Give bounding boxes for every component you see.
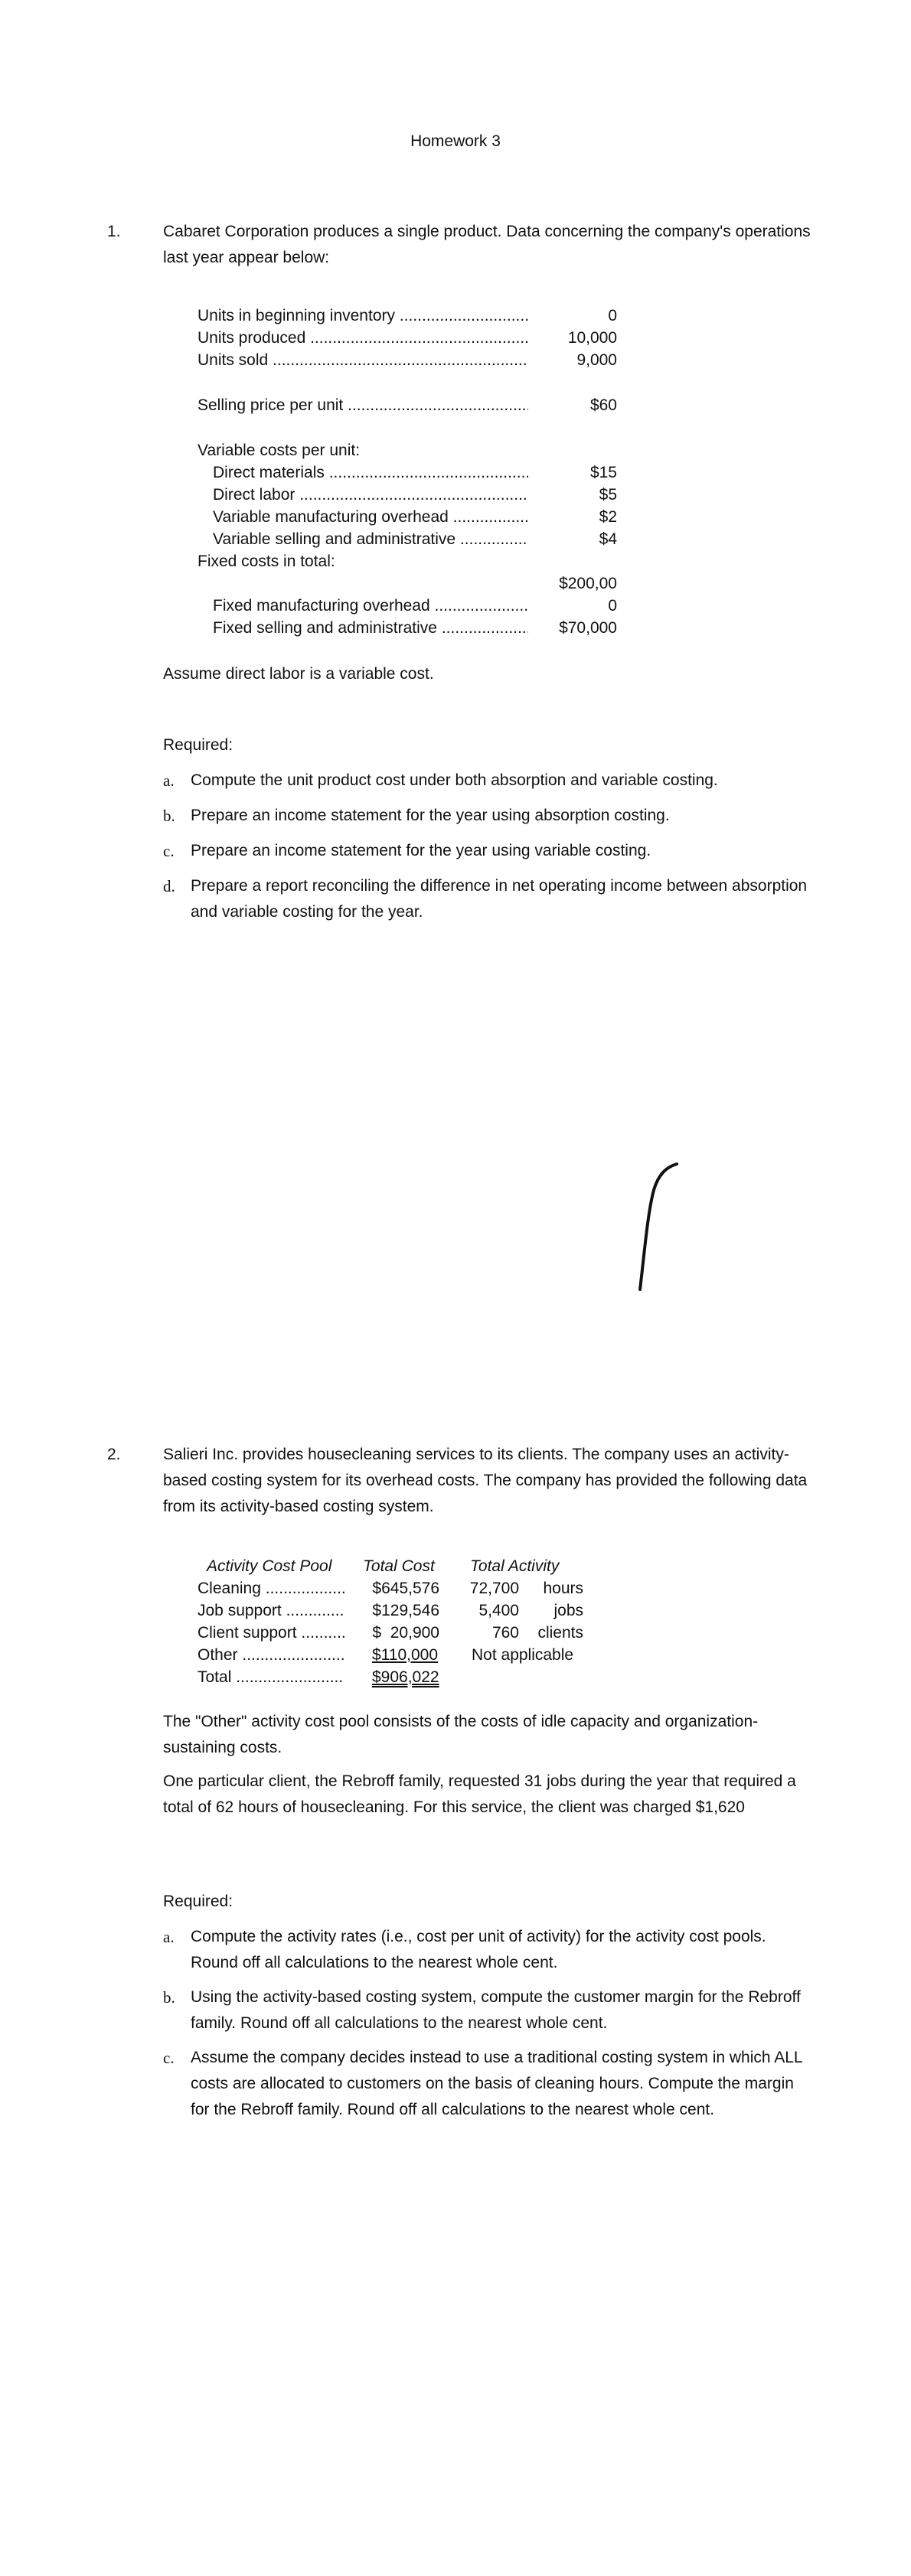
row-value: $200,00 xyxy=(559,575,617,592)
list-item-label: a. xyxy=(163,771,175,790)
cell-cost: $ 20,900 xyxy=(372,1624,439,1642)
page-title: Homework 3 xyxy=(410,132,501,150)
cell-cost xyxy=(372,1665,439,1691)
required-label: Required: xyxy=(163,1893,233,1910)
row-label: Units sold ..... xyxy=(198,347,528,373)
pen-stroke-mark xyxy=(628,1159,689,1297)
cell-activity: 5,400 xyxy=(478,1602,519,1619)
row-label: Fixed selling and administrative ..... xyxy=(213,615,528,641)
list-item-text: Prepare an income statement for the year using variable costing. xyxy=(191,842,651,859)
question-intro: Salieri Inc. provides housecleaning services to its clients. The company uses an activity-based costing system for its overhead costs. The company has provided the following data from its activity-based costing system. xyxy=(163,1446,808,1515)
cell-activity: 72,700 xyxy=(469,1580,519,1597)
list-item-label: b. xyxy=(163,807,175,825)
cell-unit: clients xyxy=(537,1624,583,1642)
cell-cost: $645,576 xyxy=(372,1580,439,1597)
cell-cost-value: $906,022 xyxy=(372,1668,439,1686)
row-value: 0 xyxy=(608,307,617,324)
row-value: $4 xyxy=(599,530,617,548)
cell-activity: Not applicable xyxy=(472,1646,574,1664)
row-value: 10,000 xyxy=(567,329,617,347)
cell-cost-value: $110,000 xyxy=(372,1646,439,1664)
other-pool-note: The "Other" activity cost pool consists of the costs of idle capacity and organization-sustaining costs. xyxy=(163,1713,759,1756)
cell-unit: hours xyxy=(543,1580,583,1597)
column-header-cost: Total Cost xyxy=(363,1557,435,1575)
row-value: $15 xyxy=(589,464,617,481)
row-label: Units produced ..... xyxy=(198,325,528,351)
required-label: Required: xyxy=(163,736,233,754)
cell-cost: $129,546 xyxy=(372,1602,439,1619)
question-number: 1. xyxy=(107,223,121,240)
cell-pool: Total ..... xyxy=(198,1665,344,1691)
list-item-text: Compute the activity rates (i.e., cost per unit of activity) for the activity cost pools. Round off all calculations to the nearest whole cent. xyxy=(191,1928,766,1971)
section-header: Variable costs per unit: xyxy=(198,442,361,459)
assumption-text: Assume direct labor is a variable cost. xyxy=(163,665,434,683)
list-item-label: a. xyxy=(163,1928,175,1946)
cell-pool: Cleaning ..... xyxy=(198,1576,344,1602)
cell-pool: Client support ..... xyxy=(198,1620,344,1646)
row-label: Fixed manufacturing overhead ..... xyxy=(213,593,528,619)
column-header-activity: Total Activity xyxy=(470,1557,560,1575)
question-number: 2. xyxy=(107,1446,121,1463)
list-item-text: Assume the company decides instead to use a traditional costing system in which ALL costs are allocated to customers on the basis of cleaning hours. Compute the margin for the Rebroff family. Round off all calculations to the nearest whole cent. xyxy=(191,2049,802,2118)
row-label: Variable manufacturing overhead ..... xyxy=(213,504,528,530)
list-item-text: Compute the unit product cost under both absorption and variable costing. xyxy=(191,771,718,789)
row-value: $60 xyxy=(589,396,617,414)
row-value: $5 xyxy=(599,486,617,504)
row-label: Selling price per unit ..... xyxy=(198,393,528,419)
row-value: 9,000 xyxy=(576,351,617,369)
list-item-label: b. xyxy=(163,1988,175,2007)
row-label: Direct labor ..... xyxy=(213,482,528,508)
list-item-label: d. xyxy=(163,877,175,895)
list-item-text: Prepare a report reconciling the difference in net operating income between absorption and variable costing for the year. xyxy=(191,877,808,921)
cell-pool: Job support ..... xyxy=(198,1598,344,1624)
cell-unit: jobs xyxy=(553,1602,583,1619)
cell-pool: Other ..... xyxy=(198,1642,344,1668)
list-item-text: Using the activity-based costing system, compute the customer margin for the Rebroff family. Round off all calculations to the nearest whole cent. xyxy=(191,1988,801,2032)
row-label: Direct materials ..... xyxy=(213,460,528,486)
section-header: Fixed costs in total: xyxy=(198,553,335,570)
client-note: One particular client, the Rebroff family, requested 31 jobs during the year that required a total of 62 hours of housecleaning. For this service, the client was charged $1,620 xyxy=(163,1772,796,1816)
cell-activity: 760 xyxy=(491,1624,519,1642)
list-item-label: c. xyxy=(163,2049,175,2067)
row-value: $70,000 xyxy=(559,619,617,637)
row-label: Units in beginning inventory ..... xyxy=(198,303,528,329)
row-label: Variable selling and administrative ..... xyxy=(213,527,528,553)
list-item-text: Prepare an income statement for the year using absorption costing. xyxy=(191,807,670,824)
column-header-pool: Activity Cost Pool xyxy=(207,1557,332,1575)
row-value: $2 xyxy=(599,508,617,526)
list-item-label: c. xyxy=(163,842,175,860)
row-value: 0 xyxy=(608,597,617,615)
question-intro: Cabaret Corporation produces a single product. Data concerning the company's operations last year appear below: xyxy=(163,223,811,266)
